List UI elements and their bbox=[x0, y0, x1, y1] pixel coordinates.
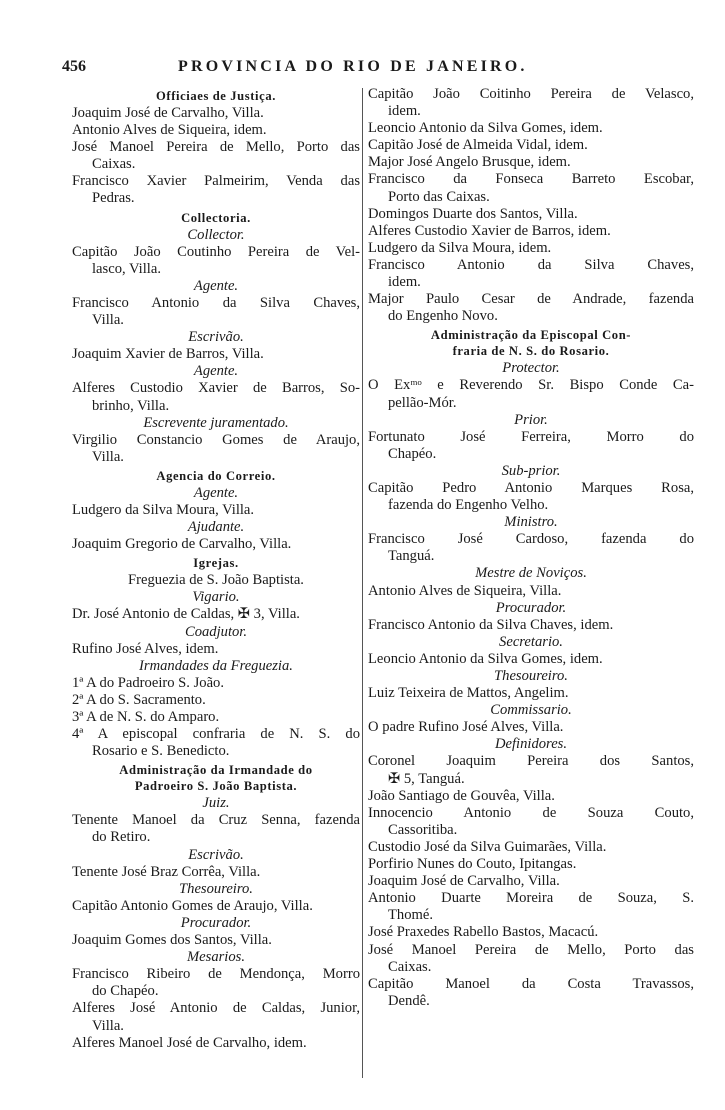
entry-text: Major José Angelo Brusque, idem. bbox=[368, 154, 571, 171]
list-entry bbox=[368, 257, 694, 291]
role-title: Ministro. bbox=[504, 514, 558, 531]
role-title: Juiz. bbox=[202, 795, 230, 812]
list-entry bbox=[368, 753, 694, 787]
role-title: Collector. bbox=[187, 226, 245, 243]
entry-continuation: do Engenho Novo. bbox=[388, 308, 498, 325]
entry-continuation: idem. bbox=[388, 274, 421, 291]
entry-text: Capitão José de Almeida Vidal, idem. bbox=[368, 137, 588, 154]
entry-continuation: Villa. bbox=[92, 312, 124, 329]
entry-continuation: idem. bbox=[388, 103, 421, 120]
entry-text: 2ª A do S. Sacramento. bbox=[72, 691, 206, 708]
entry-text: Francisco Xavier Palmeirim, Venda das bbox=[72, 173, 360, 190]
list-entry bbox=[368, 788, 694, 805]
entry-text: Joaquim José de Carvalho, Villa. bbox=[368, 873, 560, 890]
list-entry bbox=[368, 531, 694, 565]
entry-continuation: Tanguá. bbox=[388, 548, 435, 565]
subheading: Freguezia de S. João Baptista. bbox=[128, 572, 304, 589]
list-entry bbox=[368, 154, 694, 171]
running-title: PROVINCIA DO RIO DE JANEIRO. bbox=[178, 58, 528, 75]
entry-continuation: do Chapéo. bbox=[92, 983, 159, 1000]
entry-text: Ludgero da Silva Moura, idem. bbox=[368, 239, 552, 256]
list-entry bbox=[368, 719, 694, 736]
entry-text: Alferes Custodio Xavier de Barros, So- bbox=[72, 380, 360, 397]
role-title: Mesarios. bbox=[187, 949, 245, 966]
list-entry bbox=[72, 502, 360, 519]
entry-text: Virgilio Constancio Gomes de Araujo, bbox=[72, 431, 360, 448]
list-entry bbox=[72, 966, 360, 1000]
list-entry bbox=[72, 105, 360, 122]
entry-text: Custodio José da Silva Guimarães, Villa. bbox=[368, 838, 607, 855]
entry-text: Capitão Pedro Antonio Marques Rosa, bbox=[368, 479, 694, 496]
entry-text: Leoncio Antonio da Silva Gomes, idem. bbox=[368, 650, 603, 667]
list-entry bbox=[72, 641, 360, 658]
list-entry bbox=[368, 86, 694, 120]
entry-text: Francisco da Fonseca Barreto Escobar, bbox=[368, 171, 694, 188]
entry-text: Francisco José Cardoso, fazenda do bbox=[368, 531, 694, 548]
entry-text: Capitão Antonio Gomes de Araujo, Villa. bbox=[72, 897, 313, 914]
role-title: Secretario. bbox=[499, 633, 563, 650]
entry-continuation: Villa. bbox=[92, 1017, 124, 1034]
role-title: Procurador. bbox=[180, 914, 252, 931]
entry-continuation: do Retiro. bbox=[92, 829, 151, 846]
role-title: Agente. bbox=[193, 363, 239, 380]
left-column bbox=[72, 86, 360, 1052]
list-entry bbox=[72, 692, 360, 709]
entry-text: Major Paulo Cesar de Andrade, fazenda bbox=[368, 291, 694, 308]
entry-text: Tenente Manoel da Cruz Senna, fazenda bbox=[72, 812, 360, 829]
list-entry bbox=[72, 726, 360, 760]
entry-continuation: Thomé. bbox=[388, 907, 433, 924]
list-entry bbox=[368, 171, 694, 205]
section-heading: Administração da Episcopal Con- fraria de N. S. do Rosario. bbox=[430, 328, 632, 359]
list-entry bbox=[72, 812, 360, 846]
list-entry bbox=[72, 139, 360, 173]
entry-continuation: ✠ 5, Tanguá. bbox=[388, 770, 465, 787]
role-title: Escrivão. bbox=[188, 329, 244, 346]
list-entry bbox=[72, 1035, 360, 1052]
entry-text: João Santiago de Gouvêa, Villa. bbox=[368, 787, 555, 804]
right-column bbox=[368, 86, 694, 1010]
list-entry bbox=[72, 1000, 360, 1034]
role-title: Prior. bbox=[514, 411, 548, 428]
list-entry bbox=[368, 976, 694, 1010]
page-header bbox=[60, 58, 700, 80]
column-divider bbox=[362, 88, 363, 1078]
entry-text: Alferes Custodio Xavier de Barros, idem. bbox=[368, 222, 611, 239]
list-entry bbox=[72, 346, 360, 363]
section-heading: Administração da Irmandade do Padroeiro S. João Baptista. bbox=[119, 763, 313, 794]
entry-text: Ludgero da Silva Moura, Villa. bbox=[72, 501, 255, 518]
list-entry bbox=[72, 173, 360, 207]
entry-text: Rufino José Alves, idem. bbox=[72, 640, 219, 657]
role-title: Agente. bbox=[193, 277, 239, 294]
entry-continuation: Pedras. bbox=[92, 190, 135, 207]
entry-text: José Manoel Pereira de Mello, Porto das bbox=[72, 139, 360, 156]
list-entry bbox=[368, 873, 694, 890]
entry-text: Luiz Teixeira de Mattos, Angelim. bbox=[368, 685, 569, 702]
entry-text: Leoncio Antonio da Silva Gomes, idem. bbox=[368, 120, 603, 137]
section-heading: Collectoria. bbox=[181, 210, 251, 225]
entry-text: Fortunato José Ferreira, Morro do bbox=[368, 428, 694, 445]
list-entry bbox=[72, 606, 360, 623]
list-entry bbox=[368, 583, 694, 600]
entry-text: O padre Rufino José Alves, Villa. bbox=[368, 719, 564, 736]
list-entry bbox=[368, 685, 694, 702]
role-title: Ajudante. bbox=[187, 519, 245, 536]
entry-text: Tenente José Braz Corrêa, Villa. bbox=[72, 863, 261, 880]
list-entry bbox=[72, 864, 360, 881]
entry-continuation: Dendê. bbox=[388, 992, 430, 1009]
entry-text: Joaquim Gregorio de Carvalho, Villa. bbox=[72, 536, 292, 553]
entry-text: Capitão João Coitinho Pereira de Velasco, bbox=[368, 86, 694, 102]
entry-text: Francisco Antonio da Silva Chaves, bbox=[72, 294, 360, 311]
entry-continuation: Villa. bbox=[92, 448, 124, 465]
list-entry bbox=[72, 898, 360, 915]
entry-continuation: Caixas. bbox=[388, 958, 432, 975]
list-entry bbox=[368, 856, 694, 873]
list-entry bbox=[72, 380, 360, 414]
list-entry bbox=[368, 617, 694, 634]
list-entry bbox=[368, 120, 694, 137]
role-title: Definidores. bbox=[494, 736, 567, 753]
list-entry bbox=[368, 377, 694, 411]
list-entry bbox=[72, 295, 360, 329]
list-entry bbox=[368, 291, 694, 325]
list-entry bbox=[72, 122, 360, 139]
page-number: 456 bbox=[62, 58, 86, 75]
entry-continuation: brinho, Villa. bbox=[92, 397, 170, 414]
list-entry bbox=[368, 890, 694, 924]
entry-text: 4ª A episcopal confraria de N. S. do bbox=[72, 726, 360, 743]
role-title: Protector. bbox=[502, 360, 560, 377]
list-entry bbox=[72, 536, 360, 553]
entry-text: Francisco Antonio da Silva Chaves, bbox=[368, 256, 694, 273]
entry-text: José Manoel Pereira de Mello, Porto das bbox=[368, 941, 694, 958]
entry-text: Antonio Alves de Siqueira, Villa. bbox=[368, 582, 562, 599]
list-entry bbox=[368, 839, 694, 856]
entry-text: 3ª A de N. S. do Amparo. bbox=[72, 709, 220, 725]
role-title: Escrivão. bbox=[188, 846, 244, 863]
list-entry bbox=[368, 137, 694, 154]
entry-text: Francisco Ribeiro de Mendonça, Morro bbox=[72, 966, 360, 983]
entry-continuation: Chapéo. bbox=[388, 445, 437, 462]
entry-text: Innocencio Antonio de Souza Couto, bbox=[368, 804, 694, 821]
list-entry bbox=[368, 805, 694, 839]
entry-text: Francisco Antonio da Silva Chaves, idem. bbox=[368, 616, 614, 633]
role-title: Thesoureiro. bbox=[494, 668, 568, 684]
list-entry bbox=[72, 932, 360, 949]
entry-continuation: Caixas. bbox=[92, 156, 136, 173]
entry-text: 1ª A do Padroeiro S. João. bbox=[72, 674, 224, 691]
role-title: Mestre de Noviços. bbox=[475, 565, 587, 582]
section-heading: Igrejas. bbox=[193, 556, 239, 571]
list-entry bbox=[72, 244, 360, 278]
entry-text: Domingos Duarte dos Santos, Villa. bbox=[368, 205, 578, 222]
entry-continuation: Rosario e S. Benedicto. bbox=[92, 743, 230, 760]
entry-continuation: Cassoritiba. bbox=[388, 821, 458, 838]
entry-text: Joaquim Xavier de Barros, Villa. bbox=[72, 346, 264, 363]
list-entry bbox=[72, 432, 360, 466]
list-entry bbox=[368, 240, 694, 257]
role-title: Irmandades da Freguezia. bbox=[139, 657, 293, 674]
list-entry bbox=[368, 206, 694, 223]
role-title: Escrevente juramentado. bbox=[143, 414, 289, 431]
role-title: Commissario. bbox=[490, 702, 572, 719]
entry-text: Porfirio Nunes do Couto, Ipitangas. bbox=[368, 856, 577, 873]
entry-text: Capitão João Coutinho Pereira de Vel- bbox=[72, 243, 360, 260]
entry-text: Antonio Duarte Moreira de Souza, S. bbox=[368, 890, 694, 907]
entry-continuation: Porto das Caixas. bbox=[388, 188, 490, 205]
section-heading: Officiaes de Justiça. bbox=[156, 89, 276, 103]
entry-text: José Praxedes Rabello Bastos, Macacú. bbox=[368, 924, 599, 941]
entry-text: Alferes José Antonio de Caldas, Junior, bbox=[72, 1000, 360, 1017]
entry-continuation: fazenda do Engenho Velho. bbox=[388, 497, 549, 514]
role-title: Coadjutor. bbox=[184, 623, 248, 640]
list-entry bbox=[368, 223, 694, 240]
list-entry bbox=[368, 651, 694, 668]
entry-text: Capitão Manoel da Costa Travassos, bbox=[368, 975, 694, 992]
entry-text: Dr. José Antonio de Caldas, ✠ 3, Villa. bbox=[72, 606, 300, 623]
list-entry bbox=[368, 924, 694, 941]
list-entry bbox=[368, 480, 694, 514]
entry-text: Coronel Joaquim Pereira dos Santos, bbox=[368, 753, 694, 770]
list-entry bbox=[72, 709, 360, 726]
role-title: Vigario. bbox=[192, 589, 240, 606]
list-entry bbox=[368, 942, 694, 976]
entry-text: Joaquim Gomes dos Santos, Villa. bbox=[72, 932, 272, 949]
list-entry bbox=[72, 675, 360, 692]
entry-text: Joaquim José de Carvalho, Villa. bbox=[72, 105, 264, 121]
section-heading: Agencia do Correio. bbox=[156, 468, 276, 483]
list-entry bbox=[368, 429, 694, 463]
entry-continuation: pellão-Mór. bbox=[388, 394, 457, 411]
role-title: Thesoureiro. bbox=[179, 880, 253, 897]
entry-continuation: lasco, Villa. bbox=[92, 260, 161, 277]
entry-text: O Exᵐᵒ e Reverendo Sr. Bispo Conde Ca- bbox=[368, 377, 694, 394]
role-title: Agente. bbox=[193, 484, 239, 501]
entry-text: Antonio Alves de Siqueira, idem. bbox=[72, 122, 267, 139]
role-title: Sub-prior. bbox=[501, 462, 561, 479]
role-title: Procurador. bbox=[495, 599, 567, 616]
entry-text: Alferes Manoel José de Carvalho, idem. bbox=[72, 1034, 307, 1051]
